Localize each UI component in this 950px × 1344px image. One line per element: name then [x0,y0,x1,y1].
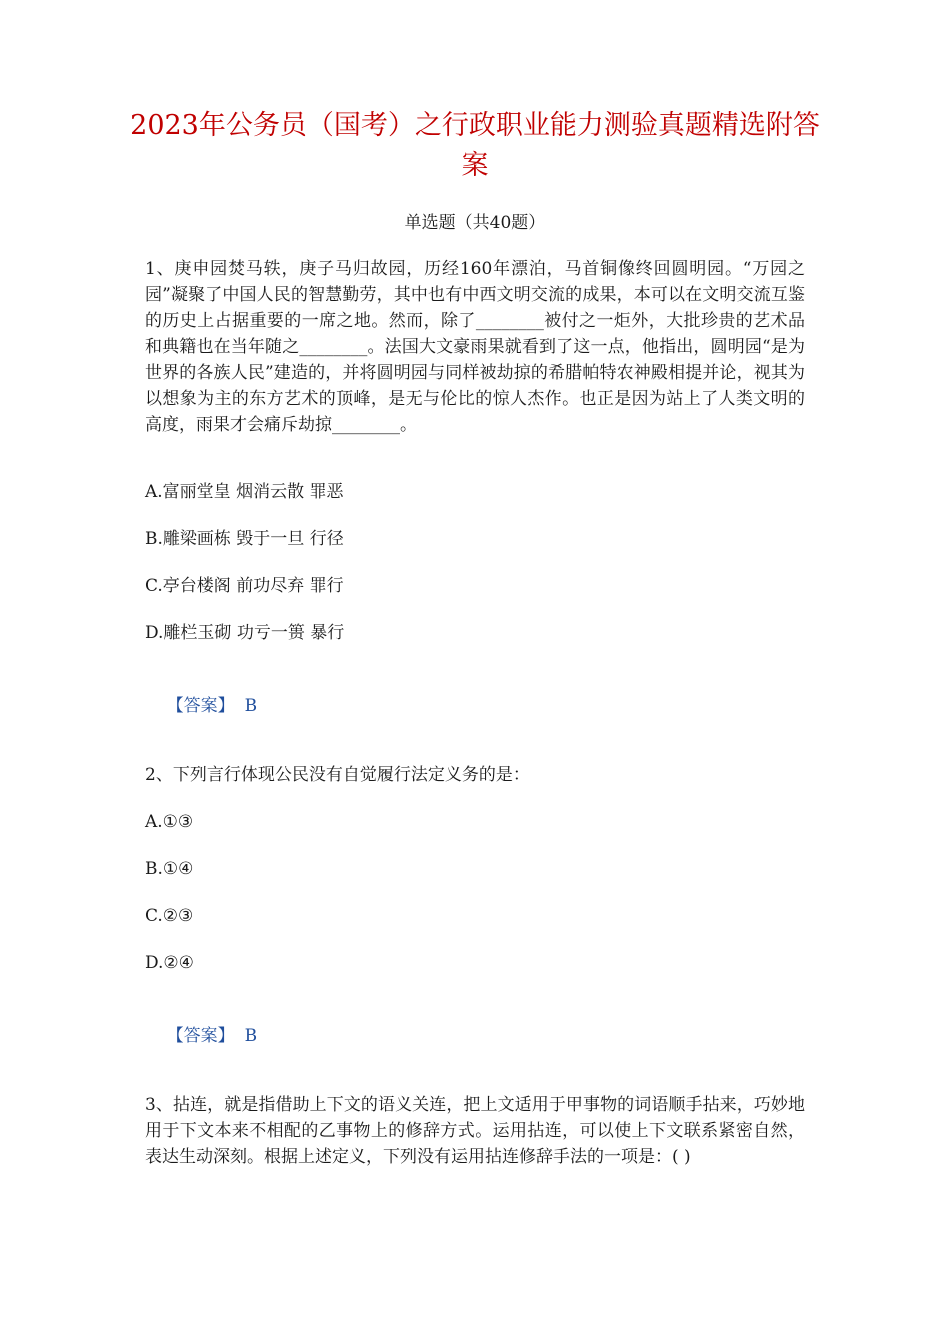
question-1-option-c: C.亭台楼阁 前功尽弃 罪行 [145,576,344,596]
question-1-option-a: A.富丽堂皇 烟消云散 罪恶 [145,482,344,502]
question-2-option-b: B.①④ [145,859,194,879]
document-title: 2023年公务员（国考）之行政职业能力测验真题精选附答案 [130,110,820,181]
question-2-option-c: C.②③ [145,906,194,926]
answer-label: 【答案】 [166,696,235,716]
question-1-text: 1、庚申园焚马轶，庚子马归故园，历经160年漂泊，马首铜像终回圆明园。“万园之园”凝聚了中国人民的智慧勤劳，其中也有中西文明交流的成果，本可以在文明交流互鉴的历史上占据重要的一席之地。然而，除了________被付之一炬外，大批珍贵的艺术品和典籍也在当年随之________。法国大文豪雨果就看到了这一点，他指出，圆明园“是为世界的各族人民”建造的，并将圆明园与同样被劫掠的希腊帕特农神殿相提并论，视其为以想象为主的东方艺术的顶峰，是无与伦比的惊人杰作。也正是因为站上了人类文明的高度，雨果才会痛斥劫掠________。 [145,259,805,435]
answer-label: 【答案】 [166,1026,235,1046]
question-1-option-b: B.雕梁画栋 毁于一旦 行径 [145,529,344,549]
question-2-text: 2、下列言行体现公民没有自觉履行法定义务的是： [145,765,530,785]
section-heading: 单选题（共40题） [404,213,546,233]
question-1-answer [145,667,257,745]
question-3-text: 3、拈连，就是指借助上下文的语义关连，把上文适用于甲事物的词语顺手拈来，巧妙地用于下文本来不相配的乙事物上的修辞方式。运用拈连，可以使上下文联系紧密自然，表达生动深刻。根据上述定义，下列没有运用拈连修辞手法的一项是：( ) [145,1095,805,1167]
question-2-option-a: A.①③ [145,812,194,832]
answer-value: B [244,1026,258,1046]
answer-value: B [244,696,258,716]
question-1-option-d: D.雕栏玉砌 功亏一篑 暴行 [145,623,345,643]
question-2-answer [145,997,257,1075]
question-2-option-d: D.②④ [145,953,194,973]
